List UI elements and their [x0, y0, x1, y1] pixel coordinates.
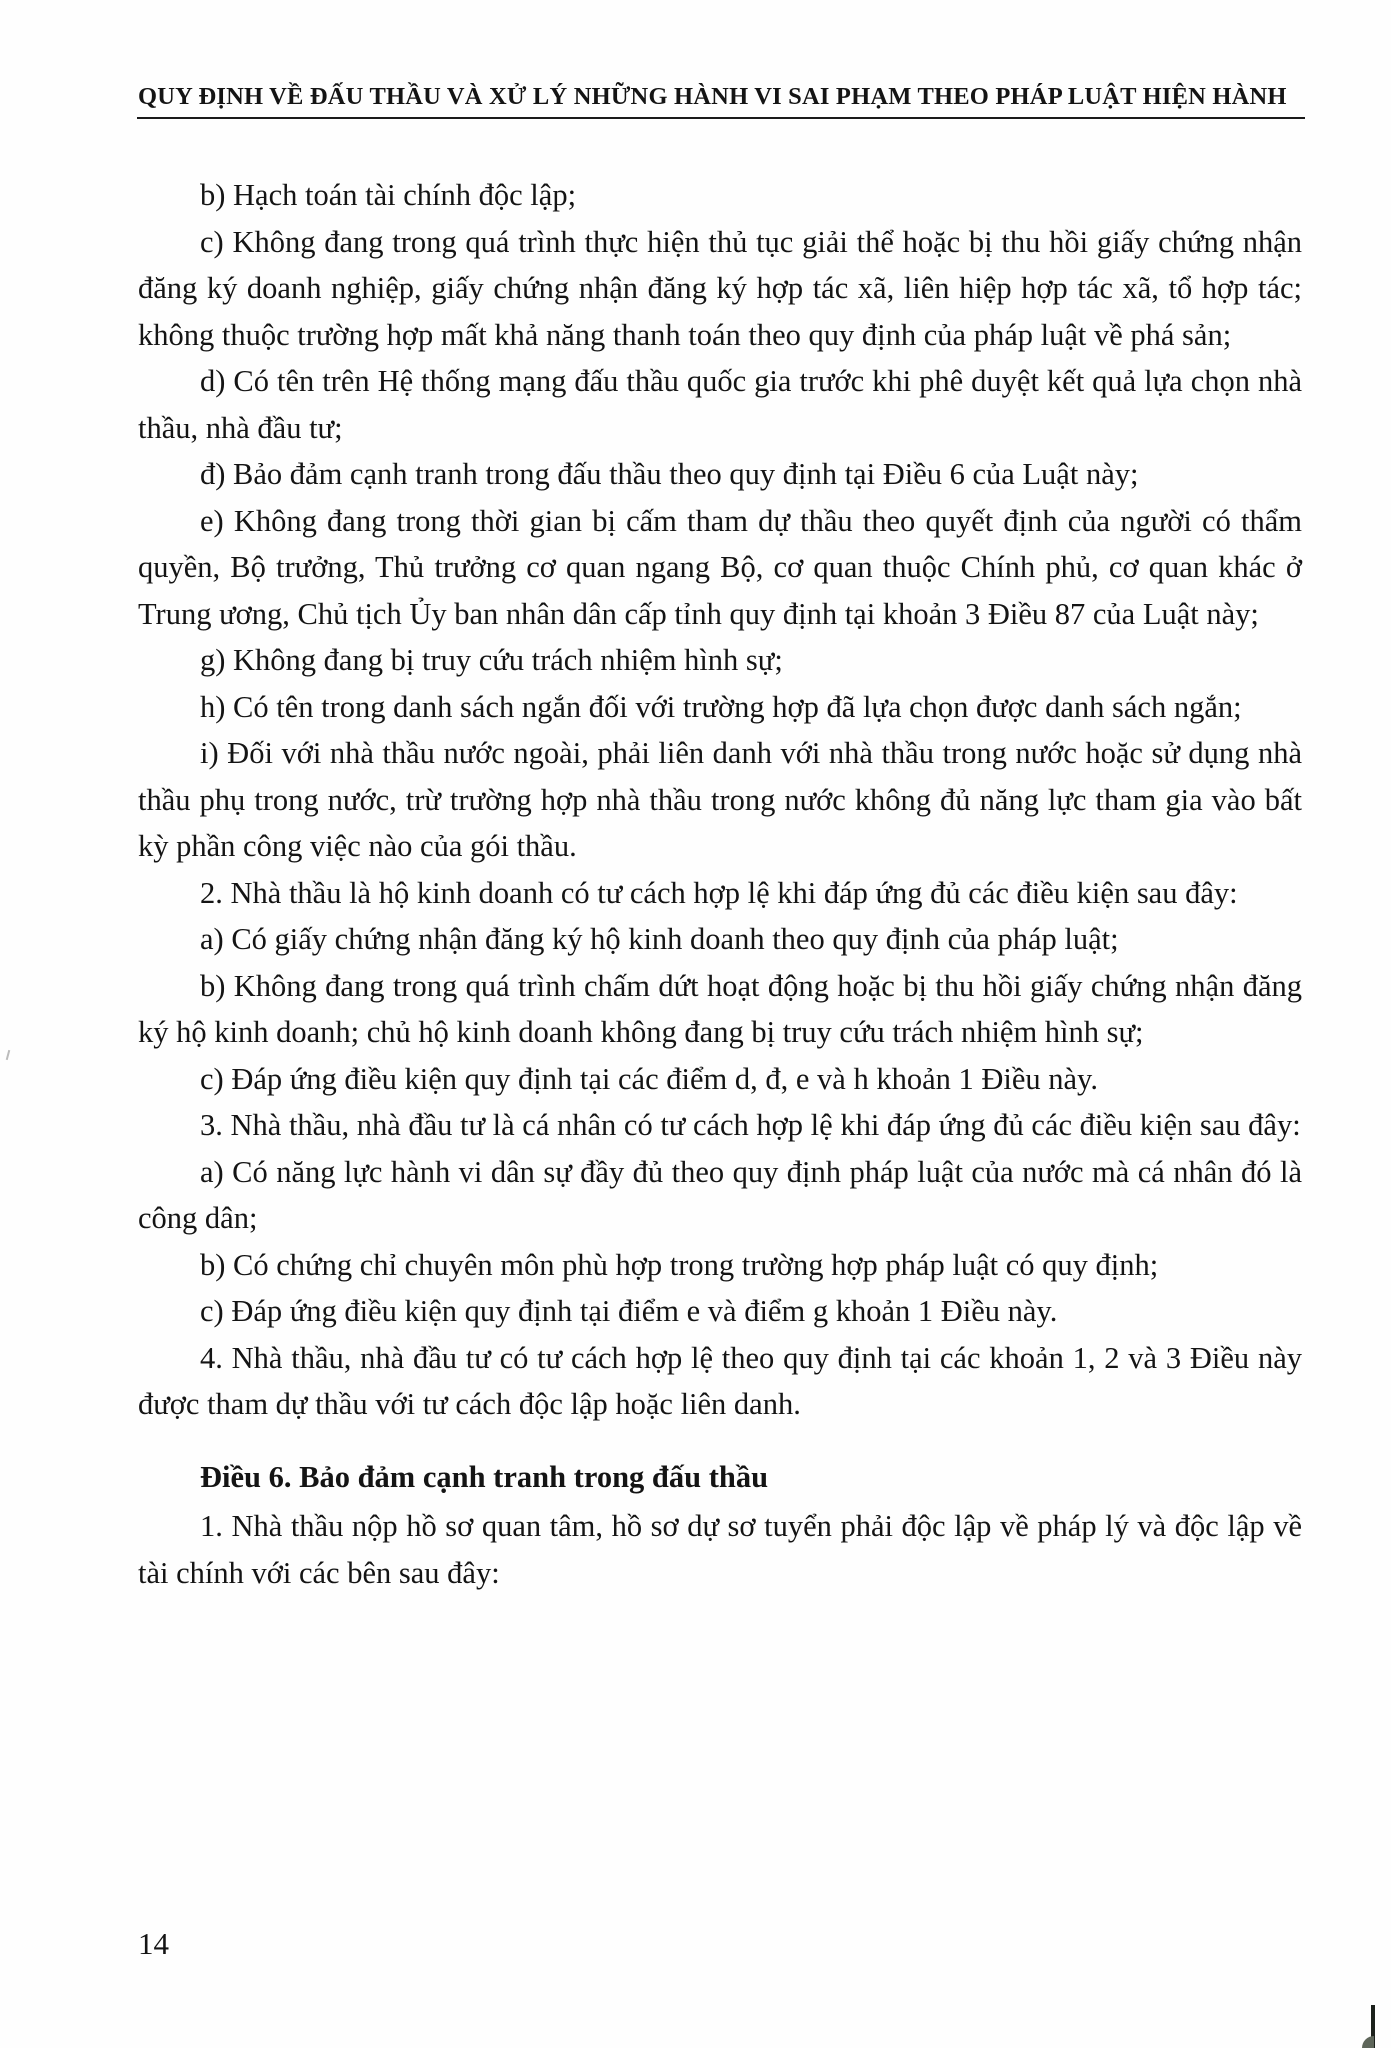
paragraph-1h: h) Có tên trong danh sách ngắn đối với trường hợp đã lựa chọn được danh sách ngắn; — [200, 689, 1242, 724]
section-heading-article-6: Điều 6. Bảo đảm cạnh tranh trong đấu thầu — [200, 1459, 769, 1494]
running-header: QUY ĐỊNH VỀ ĐẤU THẦU VÀ XỬ LÝ NHỮNG HÀNH VI SAI PHẠM THEO PHÁP LUẬT HIỆN HÀNH — [138, 83, 1287, 110]
article-6-paragraph-1: 1. Nhà thầu nộp hồ sơ quan tâm, hồ sơ dự sơ tuyển phải độc lập về pháp lý và độc lập về tài chính với các bên sau đây: — [138, 1509, 1302, 1590]
scan-speck — [6, 1050, 11, 1060]
header-rule — [137, 117, 1305, 119]
paragraph-2b: b) Không đang trong quá trình chấm dứt hoạt động hoặc bị thu hồi giấy chứng nhận đăng ký hộ kinh doanh; chủ hộ kinh doanh không đang bị truy cứu trách nhiệm hình sự; — [138, 968, 1302, 1049]
paragraph-3b: b) Có chứng chỉ chuyên môn phù hợp trong trường hợp pháp luật có quy định; — [200, 1247, 1159, 1282]
paragraph-1dd: đ) Bảo đảm cạnh tranh trong đấu thầu theo quy định tại Điều 6 của Luật này; — [200, 457, 1139, 491]
paragraph-3c: c) Đáp ứng điều kiện quy định tại điểm e và điểm g khoản 1 Điều này. — [200, 1294, 1058, 1328]
paragraph-2c: c) Đáp ứng điều kiện quy định tại các điểm d, đ, e và h khoản 1 Điều này. — [200, 1061, 1098, 1096]
paragraph-1d: d) Có tên trên Hệ thống mạng đấu thầu quốc gia trước khi phê duyệt kết quả lựa chọn nhà thầu, nhà đầu tư; — [138, 364, 1302, 445]
paragraph-4: 4. Nhà thầu, nhà đầu tư có tư cách hợp lệ theo quy định tại các khoản 1, 2 và 3 Điều này được tham dự thầu với tư cách độc lập hoặc liên danh. — [138, 1340, 1302, 1421]
body-text — [138, 172, 1302, 1596]
paragraph-2: 2. Nhà thầu là hộ kinh doanh có tư cách hợp lệ khi đáp ứng đủ các điều kiện sau đây: — [200, 875, 1238, 910]
paragraph-1g: g) Không đang bị truy cứu trách nhiệm hình sự; — [200, 643, 783, 677]
paragraph-1e: e) Không đang trong thời gian bị cấm tham dự thầu theo quyết định của người có thẩm quyền, Bộ trưởng, Thủ trưởng cơ quan ngang Bộ, cơ quan thuộc Chính phủ, cơ quan khác ở Trung ương, Chủ tịch Ủy ban nhân dân cấp tỉnh quy định tại khoản 3 Điều 87 của Luật này; — [138, 503, 1302, 631]
paragraph-1i: i) Đối với nhà thầu nước ngoài, phải liên danh với nhà thầu trong nước hoặc sử dụng nhà thầu phụ trong nước, trừ trường hợp nhà thầu trong nước không đủ năng lực tham gia vào bất kỳ phần công việc nào của gói thầu. — [138, 736, 1302, 863]
paragraph-1c: c) Không đang trong quá trình thực hiện thủ tục giải thể hoặc bị thu hồi giấy chứng nhận đăng ký doanh nghiệp, giấy chứng nhận đăng ký hợp tác xã, liên hiệp hợp tác xã, tổ hợp tác; không thuộc trường hợp mất khả năng thanh toán theo quy định của pháp luật về phá sản; — [138, 224, 1302, 352]
paragraph-3a: a) Có năng lực hành vi dân sự đầy đủ theo quy định pháp luật của nước mà cá nhân đó là công dân; — [138, 1154, 1302, 1235]
paragraph-3: 3. Nhà thầu, nhà đầu tư là cá nhân có tư cách hợp lệ khi đáp ứng đủ các điều kiện sau đây: — [200, 1108, 1301, 1142]
paragraph-1b: b) Hạch toán tài chính độc lập; — [200, 178, 577, 212]
paragraph-2a: a) Có giấy chứng nhận đăng ký hộ kinh doanh theo quy định của pháp luật; — [200, 922, 1119, 956]
page-number: 14 — [138, 1926, 169, 1961]
scan-edge-mark-foot — [1362, 2036, 1374, 2048]
